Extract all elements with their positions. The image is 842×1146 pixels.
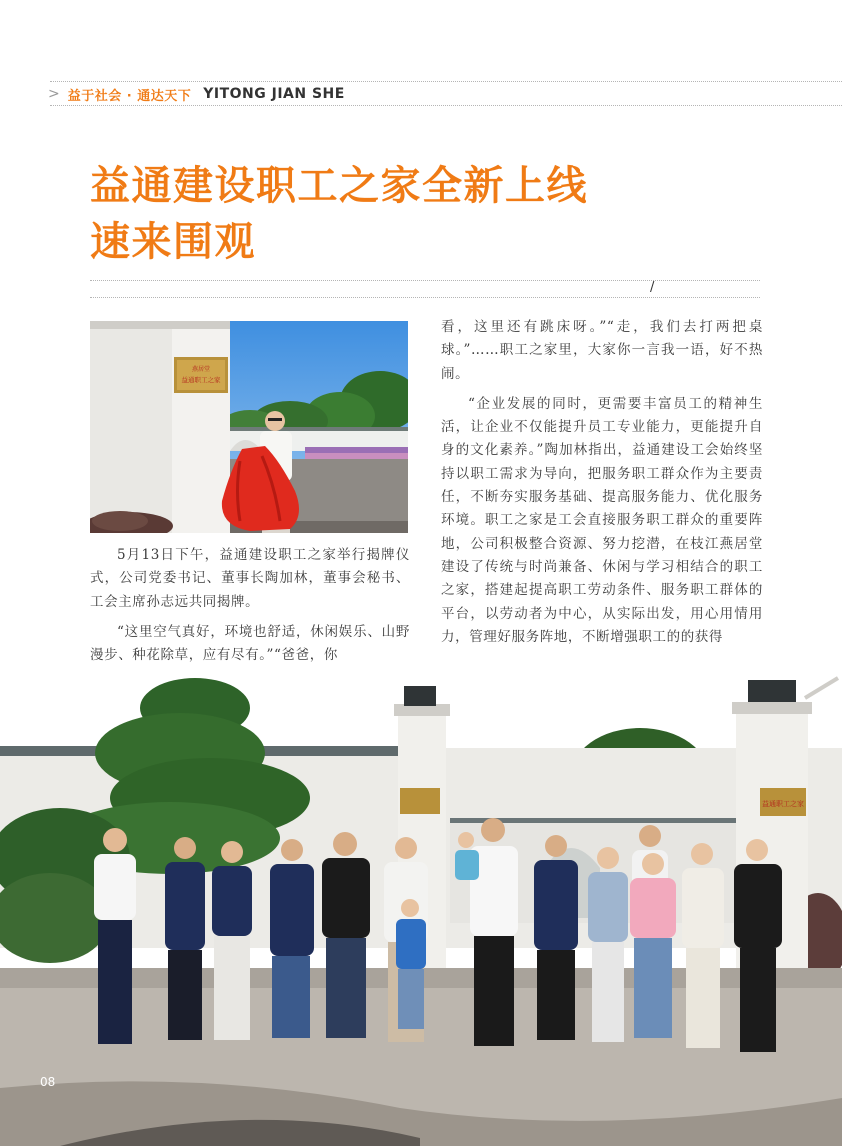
article-column-left — [90, 544, 410, 667]
running-header — [48, 84, 345, 104]
article-title — [90, 158, 710, 270]
paragraph: 看，这里还有跳床呀。”“走，我们去打两把桌球。”……职工之家里，大家你一言我一语，好不热闹。 — [441, 319, 763, 382]
paragraph: 5月13日下午，益通建设职工之家举行揭牌仪式，公司党委书记、董事长陶加林，董事会秘书、工会主席孙志远共同揭牌。 — [90, 547, 410, 610]
gate-plaque-text: 益通职工之家 — [762, 800, 804, 808]
chevron-right-icon: > — [48, 86, 60, 102]
unveil-plaque-line-2: 益通职工之家 — [181, 376, 221, 384]
byline-rule-top — [90, 280, 760, 281]
paragraph: “企业发展的同时，更需要丰富员工的精神生活，让企业不仅能提升员工专业能力，更能提升自身的文化素养。”陶加林指出，益通建设工会始终坚持以职工需求为导向，把服务职工群众作为主要责任，不断夯实服务基础、提高服务能力、优化服务环境。职工之家是工会直接服务职工群众的重要阵地，公司积极整合资源、努力挖潜，在枝江燕居堂建设了传统与时尚兼备、休闲与学习相结合的职工之家，搭建起提高职工劳动条件、服务职工群体的平台，以劳动者为中心，从实际出发，用心用情用力，管理好服务阵地，不断增强职工的的获得 — [441, 395, 763, 645]
byline-rule-bottom — [90, 297, 760, 298]
byline: / — [650, 280, 655, 295]
section-title-en: YITONG JIAN SHE — [203, 86, 345, 102]
header-rule-top — [50, 81, 842, 82]
paragraph: “这里空气真好，环境也舒适，休闲娱乐、山野漫步、种花除草，应有尽有。”“爸爸，你 — [90, 623, 410, 664]
group-photo — [0, 668, 842, 1146]
title-line-1: 益通建设职工之家全新上线 — [90, 163, 588, 209]
header-rule-bottom — [50, 105, 842, 106]
unveil-plaque-line-1: 燕居堂 — [191, 366, 211, 373]
section-title-cn: 益于社会 · 通达天下 — [67, 88, 192, 104]
unveiling-photo — [90, 321, 408, 533]
article-column-right — [441, 316, 763, 649]
page-number: 08 — [40, 1075, 56, 1089]
title-line-2: 速来围观 — [90, 219, 256, 265]
